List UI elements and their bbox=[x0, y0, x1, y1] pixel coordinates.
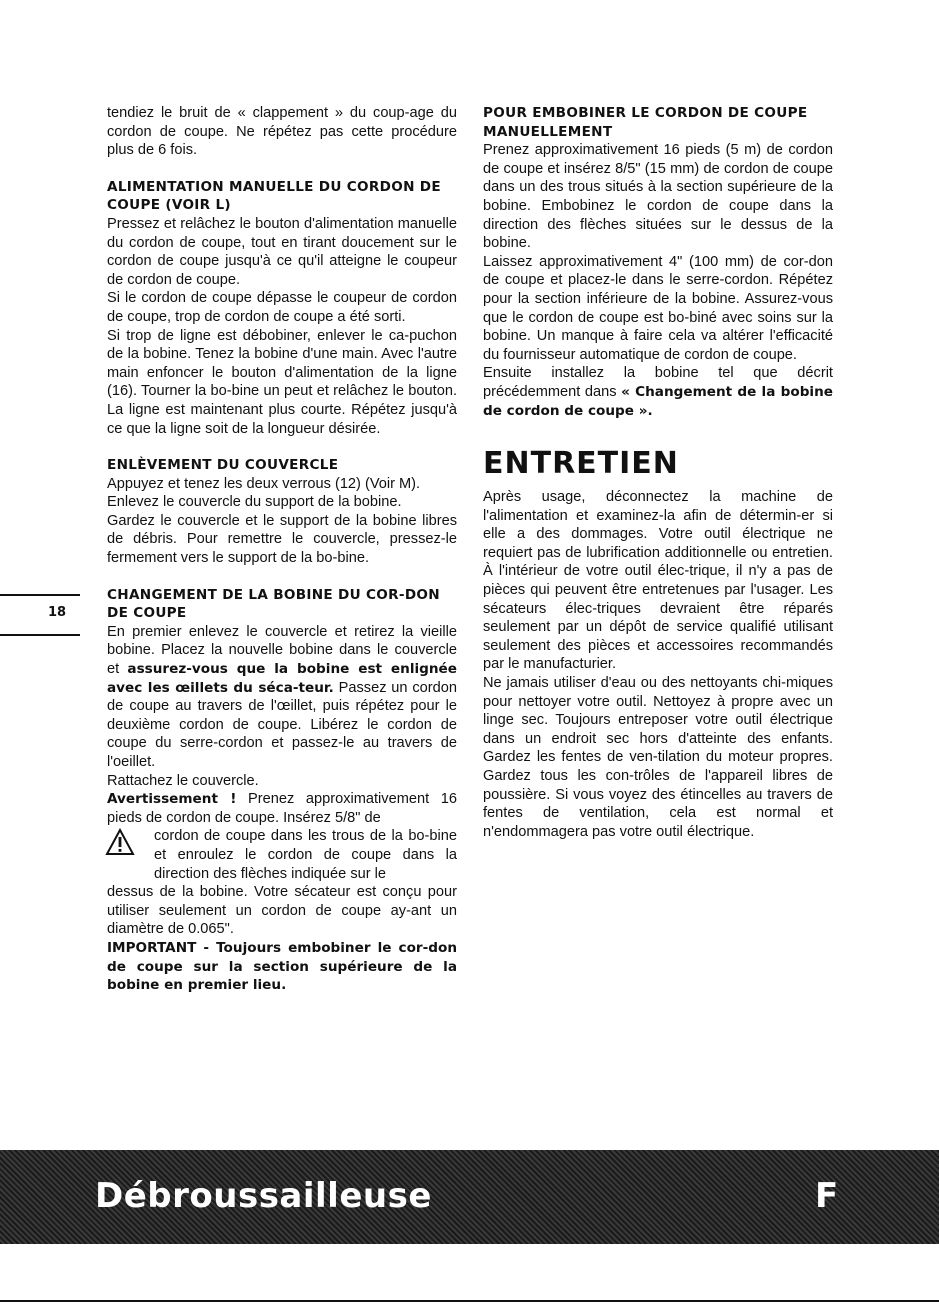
warning-triangle-icon bbox=[105, 828, 135, 856]
manual-winding-paragraph-2: Laissez approximativement 4" (100 mm) de cor-don de coupe et placez-le dans le serre-cordon. Répétez pour la section inférieure de la bobine. Assurez-vous que le cordon de coupe est bo-biné avec soins sur la bobine. Un manque à faire cela va altérer l'efficacité du fournisseur automatique de cordon de coupe. bbox=[483, 253, 833, 363]
spool-change-paragraph-1 bbox=[107, 623, 457, 772]
warning-paragraph-line-1 bbox=[107, 790, 457, 827]
footer-language-code: F bbox=[815, 1176, 839, 1216]
page-number-rule-bottom bbox=[0, 634, 80, 636]
manual-feed-paragraph-2: Si le cordon de coupe dépasse le coupeur de cordon de coupe, trop de cordon de coupe a été sorti. bbox=[107, 290, 457, 325]
manual-winding-paragraph-1: Prenez approximativement 16 pieds (5 m) de cordon de coupe et insérez 8/5" (15 mm) de cordon de coupe dans un des trous situés à la section supérieure de la bobine. Embobinez le cordon de coupe dans la direction des flèches situées sur le dessus de la bobine. bbox=[483, 142, 833, 252]
footer-banner bbox=[0, 1150, 939, 1244]
spool-change-bold-text: assurez-vous que la bobine est enlignée avec les œillets du séca-teur. bbox=[107, 661, 457, 696]
section-heading-manual-feed: ALIMENTATION MANUELLE DU CORDON DE COUPE (VOIR L) bbox=[107, 178, 441, 214]
cover-removal-paragraph-1: Appuyez et tenez les deux verrous (12) (Voir M). bbox=[107, 475, 421, 492]
section-heading-manual-winding: POUR EMBOBINER LE CORDON DE COUPE MANUELLEMENT bbox=[483, 105, 808, 140]
spool-change-text-a: En premier enlevez le couvercle et retirez la vieille bobine. Placez la nouvelle bobine dans le couvercle et bbox=[107, 623, 457, 678]
manual-winding-text-a: Ensuite installez la bobine tel que décrit précédemment dans bbox=[483, 365, 833, 400]
important-note: IMPORTANT - Toujours embobiner le cor-don de coupe sur la section supérieure de la bobine en premier lieu. bbox=[107, 939, 457, 994]
manual-winding-bold-text: « Changement de la bobine de cordon de coupe ». bbox=[483, 383, 833, 419]
page-number: 18 bbox=[48, 605, 67, 620]
warning-block bbox=[107, 790, 457, 939]
maintenance-paragraph-2: Ne jamais utiliser d'eau ou des nettoyants chi-miques pour nettoyer votre outil. Nettoyez à propre avec un linge sec. Toujours entreposer votre outil électrique dans un endroit sec hors d'atteinte des enfants. Gardez les fentes de ven-tilation du moteur propres. Gardez tous les con-trôles de l'appareil libres de poussière. Si vous voyez des étincelles au travers de fentes de ventilation, cela est normal et n'endommagera pas votre outil électrique. bbox=[483, 675, 833, 840]
bottom-rule bbox=[0, 1300, 939, 1302]
left-column bbox=[107, 104, 457, 995]
warning-text-3: dessus de la bobine. Votre sécateur est conçu pour utiliser seulement un cordon de coupe ay-ant un diamètre de 0.065". bbox=[107, 884, 457, 938]
manual-feed-paragraph-3: Si trop de ligne est débobiner, enlever le ca-puchon de la bobine. Tenez la bobine d'une main. Avec l'autre main enfoncer le bouton d'alimentation de la ligne (16). Tourner la bo-bine un peut et relâchez le bouton. La ligne est maintenant plus courte. Répétez jusqu'à ce que la ligne soit de la longueur désirée. bbox=[107, 327, 457, 437]
warning-text-2: cordon de coupe dans les trous de la bo-bine et enroulez le cordon de coupe dans la direction des flèches indiquée sur le bbox=[154, 828, 457, 882]
maintenance-paragraph-1: Après usage, déconnectez la machine de l'alimentation et examinez-la afin de détermin-er si elle a des dommages. Votre outil électrique ne requiert pas de lubrification additionnelle ou entretien. À l'intérieur de votre outil élec-trique, il n'y a pas de pièces qui peuvent être entretenues par l'usager. Les sécateurs élec-triques devraient être réparés seulement par un dépôt de service qualifié utilisant seulement des pièces et accessoires recommandés par le manufacturier. bbox=[483, 489, 833, 673]
section-heading-cover-removal: ENLÈVEMENT DU COUVERCLE bbox=[107, 457, 339, 474]
page-number-rule-top bbox=[0, 594, 80, 596]
intro-paragraph: tendiez le bruit de « clappement » du coup-age du cordon de coupe. Ne répétez pas cette procédure plus de 6 fois. bbox=[107, 105, 457, 159]
section-heading-spool-change: CHANGEMENT DE LA BOBINE DU COR-DON DE COUPE bbox=[107, 586, 440, 622]
spool-change-paragraph-2: Rattachez le couvercle. bbox=[107, 772, 259, 789]
spool-change-text-b: Passez un cordon de coupe au travers de l'œillet, puis répétez pour le deuxième cordon de coupe. Libérez le cordon de coupe du serre-cordon et passez-le au travers de l'oeillet. bbox=[107, 679, 457, 770]
maintenance-heading: ENTRETIEN bbox=[483, 446, 679, 482]
page-number-marker bbox=[0, 594, 90, 638]
manual-feed-paragraph-1: Pressez et relâchez le bouton d'alimentation manuelle du cordon de coupe, tout en tirant doucement sur le cordon de coupe jusqu'à ce qu'il atteigne le coupeur de cordon de coupe. bbox=[107, 215, 457, 288]
warning-label: Avertissement ! bbox=[107, 791, 237, 808]
cover-removal-paragraph-2: Enlevez le couvercle du support de la bobine. bbox=[107, 494, 402, 511]
warning-text-1: Prenez approximativement 16 pieds de cordon de coupe. Insérez 5/8" de bbox=[107, 791, 457, 826]
manual-winding-paragraph-3 bbox=[483, 364, 833, 420]
footer-title: Débroussailleuse bbox=[95, 1176, 432, 1216]
cover-removal-paragraph-3: Gardez le couvercle et le support de la bobine libres de débris. Pour remettre le couvercle, pressez-le fermement vers le support de la bo-bine. bbox=[107, 512, 457, 567]
right-column bbox=[483, 104, 833, 841]
